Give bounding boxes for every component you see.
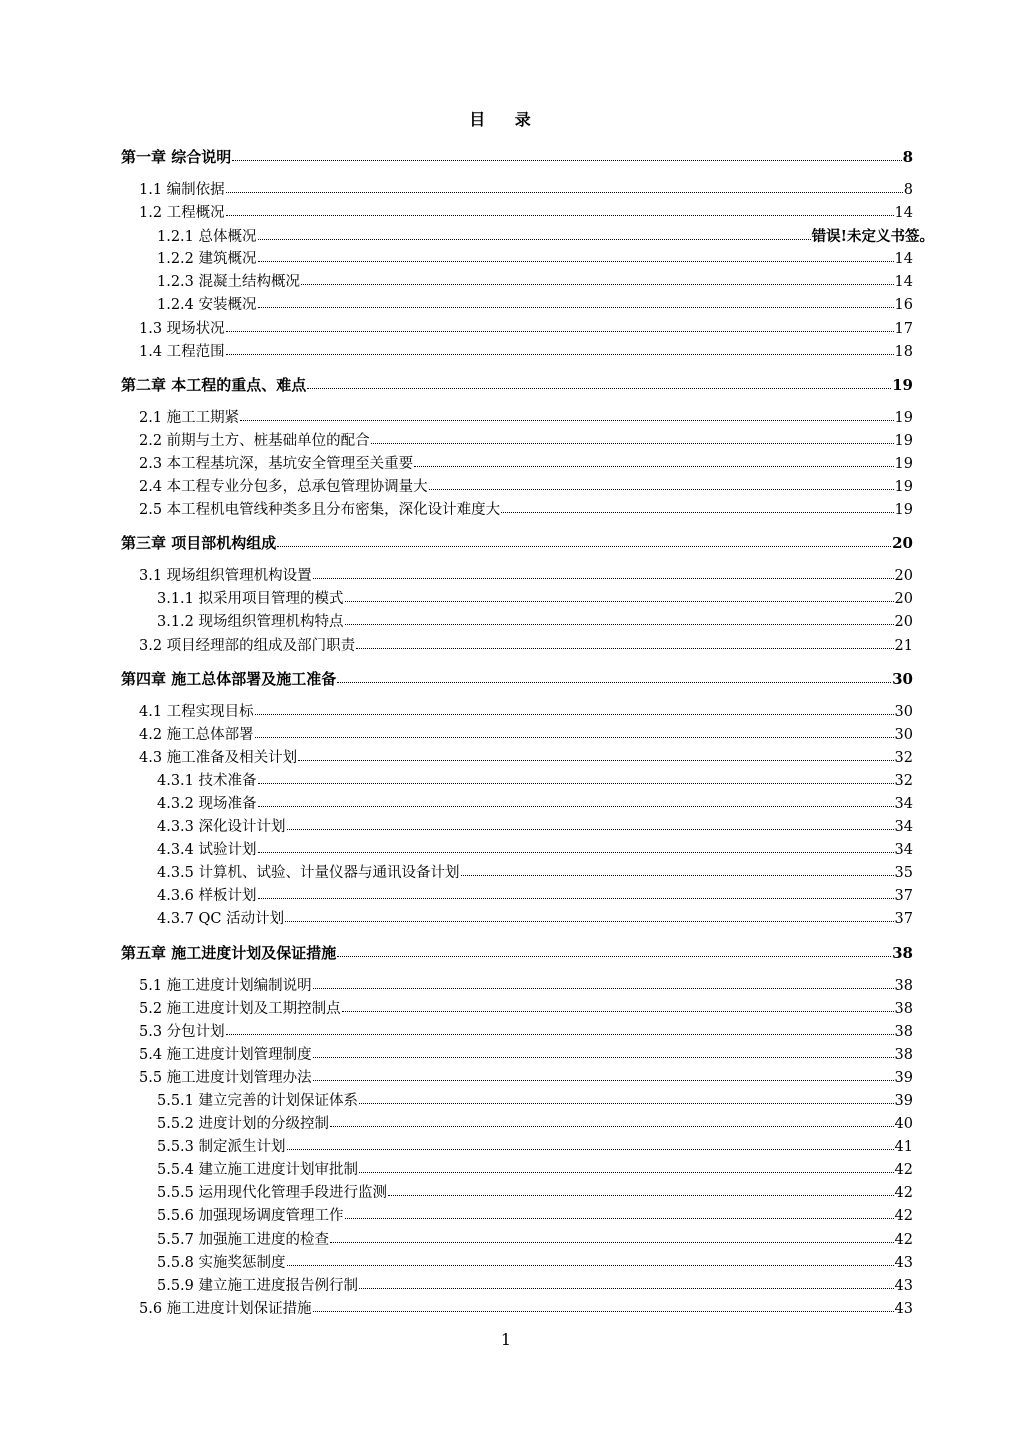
toc-entry-label: 3.1.2 现场组织管理机构特点 — [157, 614, 344, 631]
toc-entry-page-number: 43 — [894, 1300, 913, 1317]
toc-entry-page-number: 38 — [894, 1023, 913, 1040]
toc-entry-page-number: 42 — [894, 1162, 913, 1179]
toc-entry-label: 5.5.9 建立施工进度报告例行制 — [157, 1277, 359, 1294]
toc-entry-label: 1.2.1 总体概况 — [157, 229, 257, 246]
toc-entry-page-number: 43 — [894, 1254, 913, 1271]
toc-entry-page-number: 14 — [894, 251, 913, 268]
dot-leader — [345, 612, 894, 627]
page-title: 目 录 — [469, 110, 543, 129]
toc-entry-label: 5.6 施工进度计划保证措施 — [139, 1300, 312, 1317]
toc-entry-page-number: 19 — [892, 375, 913, 394]
toc-entry-label: 5.5.4 建立施工进度计划审批制 — [157, 1162, 359, 1179]
table-of-contents — [121, 146, 934, 1321]
toc-entry-page-number: 18 — [894, 343, 913, 360]
toc-entry[interactable] — [121, 430, 913, 453]
toc-entry[interactable] — [121, 908, 913, 931]
dot-leader — [307, 375, 891, 390]
toc-entry-label: 4.3.4 试验计划 — [157, 842, 257, 859]
dot-leader — [298, 747, 893, 762]
toc-entry-label: 1.2.2 建筑概况 — [157, 251, 257, 268]
toc-entry-page-number: 39 — [894, 1093, 913, 1109]
toc-entry-page-number: 20 — [892, 534, 913, 553]
toc-entry-label: 第五章 施工进度计划及保证措施 — [121, 943, 337, 962]
dot-leader — [258, 295, 894, 310]
dot-leader — [359, 1275, 894, 1290]
toc-entry-page-number: 16 — [894, 297, 913, 314]
toc-entry-page-number: 30 — [894, 726, 913, 743]
toc-entry-label: 5.5.8 实施奖惩制度 — [157, 1254, 286, 1271]
toc-entry-label: 5.5.5 运用现代化管理手段进行监测 — [157, 1185, 388, 1202]
toc-entry-page-number: 20 — [894, 614, 913, 631]
toc-entry[interactable] — [121, 770, 913, 793]
toc-entry[interactable] — [121, 701, 913, 724]
dot-leader — [337, 943, 891, 958]
dot-leader — [226, 341, 894, 356]
toc-entry-label: 5.5.3 制定派生计划 — [157, 1139, 286, 1156]
dot-leader — [287, 817, 894, 832]
toc-entry[interactable] — [121, 407, 913, 430]
toc-entry[interactable] — [121, 1275, 913, 1298]
dot-leader — [287, 1252, 894, 1267]
dot-leader — [356, 635, 893, 650]
dot-leader — [258, 249, 894, 264]
dot-leader — [429, 477, 894, 492]
toc-entry-label: 2.3 本工程基坑深，基坑安全管理至关重要 — [139, 455, 414, 472]
toc-entry-label: 1.2.4 安装概况 — [157, 297, 257, 314]
dot-leader — [226, 203, 894, 218]
toc-entry-label: 5.5.7 加强施工进度的检查 — [157, 1231, 330, 1248]
toc-entry-label: 3.1 现场组织管理机构设置 — [139, 568, 312, 585]
toc-entry[interactable] — [121, 588, 913, 611]
dot-leader — [232, 147, 901, 162]
toc-entry-label: 1.4 工程范围 — [139, 343, 225, 360]
toc-entry-label: 1.2.3 混凝土结构概况 — [157, 274, 301, 291]
toc-entry-label: 5.5 施工进度计划管理办法 — [139, 1069, 312, 1086]
toc-entry[interactable] — [121, 1021, 913, 1044]
toc-entry-label: 5.3 分包计划 — [139, 1023, 225, 1040]
toc-entry[interactable] — [121, 885, 913, 908]
dot-leader — [345, 589, 894, 604]
toc-entry-label: 1.2 工程概况 — [139, 205, 225, 222]
toc-entry[interactable] — [121, 248, 913, 271]
toc-entry-label: 第二章 本工程的重点、难点 — [121, 375, 307, 394]
toc-entry[interactable] — [121, 453, 913, 476]
dot-leader — [277, 533, 891, 548]
toc-entry[interactable] — [121, 975, 913, 998]
toc-entry-page-number: 42 — [894, 1185, 913, 1202]
toc-entry-label: 4.1 工程实现目标 — [139, 703, 254, 720]
toc-entry-page-number: 37 — [894, 888, 913, 905]
toc-entry-label: 2.5 本工程机电管线种类多且分布密集，深化设计难度大 — [139, 502, 501, 519]
toc-entry-label: 5.2 施工进度计划及工期控制点 — [139, 1000, 341, 1017]
dot-leader — [342, 998, 894, 1013]
toc-entry-page-number: 30 — [894, 703, 913, 720]
toc-entry-page-number: 34 — [894, 842, 913, 859]
toc-entry[interactable] — [121, 1298, 913, 1321]
toc-entry[interactable] — [121, 793, 913, 816]
toc-entry[interactable] — [121, 341, 913, 364]
toc-entry[interactable] — [121, 179, 913, 202]
dot-leader — [313, 1067, 894, 1082]
dot-leader — [258, 793, 894, 808]
toc-entry-page-number: 38 — [894, 1046, 913, 1063]
toc-entry-page-number: 35 — [894, 865, 913, 882]
toc-entry-page-number: 20 — [894, 591, 913, 608]
dot-leader — [371, 430, 894, 445]
toc-entry-page-number: 20 — [894, 568, 913, 585]
toc-entry-label: 5.5.6 加强现场调度管理工作 — [157, 1208, 344, 1225]
footer-page-number: 1 — [500, 1330, 512, 1349]
toc-chapter-entry[interactable] — [121, 942, 913, 965]
toc-entry[interactable] — [121, 998, 913, 1021]
toc-entry-label: 3.2 项目经理部的组成及部门职责 — [139, 637, 356, 654]
toc-chapter-entry[interactable] — [121, 532, 913, 555]
toc-entry-label: 4.3.6 样板计划 — [157, 888, 257, 905]
toc-entry-page-number: 32 — [894, 772, 913, 789]
toc-entry[interactable] — [121, 839, 913, 862]
toc-entry-page-number: 34 — [894, 819, 913, 836]
toc-entry-page-number: 39 — [894, 1069, 913, 1086]
toc-entry-page-number: 19 — [894, 502, 913, 519]
toc-entry-label: 2.1 施工工期紧 — [139, 409, 240, 426]
toc-entry[interactable] — [121, 611, 913, 634]
toc-entry-label: 5.4 施工进度计划管理制度 — [139, 1046, 312, 1063]
toc-entry-page-number: 42 — [894, 1231, 913, 1248]
dot-leader — [258, 840, 894, 855]
dot-leader — [258, 770, 894, 785]
dot-leader — [226, 318, 894, 333]
dot-leader — [285, 909, 893, 924]
toc-entry[interactable] — [121, 202, 913, 225]
dot-leader — [345, 1206, 894, 1221]
toc-entry-label: 4.3.2 现场准备 — [157, 795, 257, 812]
dot-leader — [258, 886, 894, 901]
toc-entry[interactable] — [121, 747, 913, 770]
toc-entry-page-number: 32 — [894, 749, 913, 766]
dot-leader — [255, 724, 894, 739]
toc-entry-page-number: 34 — [894, 795, 913, 812]
toc-entry-page-number: 14 — [894, 205, 913, 222]
toc-entry-error-text: 错误!未定义书签。 — [811, 228, 934, 246]
toc-entry-label: 4.2 施工总体部署 — [139, 726, 254, 743]
toc-entry-page-number: 38 — [892, 943, 913, 962]
toc-entry-page-number: 38 — [894, 1000, 913, 1017]
toc-entry[interactable] — [121, 1182, 913, 1205]
toc-entry-label: 4.3.1 技术准备 — [157, 772, 257, 789]
toc-entry[interactable] — [121, 565, 913, 588]
toc-entry-page-number: 43 — [894, 1277, 913, 1294]
dot-leader — [461, 863, 894, 878]
toc-entry-label: 4.3.7 QC 活动计划 — [157, 911, 285, 928]
toc-entry-page-number: 38 — [894, 977, 913, 994]
toc-entry[interactable] — [121, 1067, 913, 1090]
toc-entry-page-number: 41 — [894, 1139, 913, 1156]
toc-entry-page-number: 19 — [894, 409, 913, 426]
dot-leader — [226, 180, 903, 195]
toc-entry-label: 第三章 项目部机构组成 — [121, 534, 277, 553]
dot-leader — [313, 1298, 894, 1313]
dot-leader — [501, 500, 893, 515]
toc-chapter-entry[interactable] — [121, 374, 913, 397]
toc-chapter-entry[interactable] — [121, 668, 913, 691]
toc-entry[interactable] — [121, 1205, 913, 1228]
dot-leader — [255, 701, 894, 716]
dot-leader — [313, 566, 894, 581]
toc-entry-label: 2.2 前期与土方、桩基础单位的配合 — [139, 432, 370, 449]
dot-leader — [330, 1114, 894, 1129]
toc-entry[interactable] — [121, 318, 913, 341]
toc-entry-page-number: 8 — [902, 148, 913, 166]
toc-entry-label: 4.3.5 计算机、试验、计量仪器与通讯设备计划 — [157, 865, 460, 882]
toc-entry-page-number: 37 — [894, 911, 913, 928]
toc-entry[interactable] — [121, 724, 913, 747]
dot-leader — [301, 272, 894, 287]
dot-leader — [287, 1137, 894, 1152]
toc-entry[interactable] — [121, 1252, 913, 1275]
toc-entry-label: 1.1 编制依据 — [139, 182, 225, 198]
dot-leader — [359, 1160, 894, 1175]
toc-entry-label: 第四章 施工总体部署及施工准备 — [121, 669, 337, 688]
toc-entry-label: 5.5.2 进度计划的分级控制 — [157, 1116, 330, 1133]
toc-entry-page-number: 17 — [894, 320, 913, 337]
toc-entry[interactable] — [121, 862, 913, 885]
dot-leader — [313, 1044, 894, 1059]
toc-entry-label: 1.3 现场状况 — [139, 320, 225, 337]
toc-entry-page-number: 14 — [894, 274, 913, 291]
toc-entry-page-number: 19 — [894, 432, 913, 449]
dot-leader — [226, 1021, 894, 1036]
toc-entry-page-number: 8 — [903, 182, 913, 198]
toc-entry[interactable] — [121, 1044, 913, 1067]
toc-entry[interactable] — [121, 1159, 913, 1182]
dot-leader — [330, 1229, 894, 1244]
dot-leader — [258, 227, 811, 242]
toc-entry-label: 4.3 施工准备及相关计划 — [139, 749, 298, 766]
dot-leader — [414, 453, 893, 468]
toc-entry-page-number: 42 — [894, 1208, 913, 1225]
toc-entry[interactable] — [121, 271, 913, 294]
toc-entry[interactable] — [121, 1136, 913, 1159]
toc-entry[interactable] — [121, 499, 913, 522]
dot-leader — [313, 975, 894, 990]
dot-leader — [388, 1183, 894, 1198]
toc-entry[interactable] — [121, 225, 934, 248]
toc-entry[interactable] — [121, 816, 913, 839]
toc-entry[interactable] — [121, 1090, 913, 1113]
toc-entry[interactable] — [121, 1113, 913, 1136]
toc-entry[interactable] — [121, 1229, 913, 1252]
toc-entry-page-number: 30 — [892, 669, 913, 688]
toc-chapter-entry[interactable] — [121, 146, 913, 169]
toc-entry-label: 5.1 施工进度计划编制说明 — [139, 977, 312, 994]
toc-entry-page-number: 19 — [894, 455, 913, 472]
toc-entry-label: 5.5.1 建立完善的计划保证体系 — [157, 1093, 359, 1109]
toc-entry-label: 3.1.1 拟采用项目管理的模式 — [157, 591, 344, 608]
toc-entry-label: 2.4 本工程专业分包多，总承包管理协调量大 — [139, 479, 428, 496]
toc-entry-page-number: 40 — [894, 1116, 913, 1133]
toc-entry[interactable] — [121, 294, 913, 317]
toc-entry-label: 第一章 综合说明 — [121, 148, 232, 166]
toc-entry-page-number: 19 — [894, 479, 913, 496]
toc-entry[interactable] — [121, 476, 913, 499]
toc-entry-label: 4.3.3 深化设计计划 — [157, 819, 286, 836]
dot-leader — [240, 407, 893, 422]
toc-entry-page-number: 21 — [894, 637, 913, 654]
dot-leader — [359, 1091, 894, 1106]
dot-leader — [337, 669, 891, 684]
toc-entry[interactable] — [121, 635, 913, 658]
